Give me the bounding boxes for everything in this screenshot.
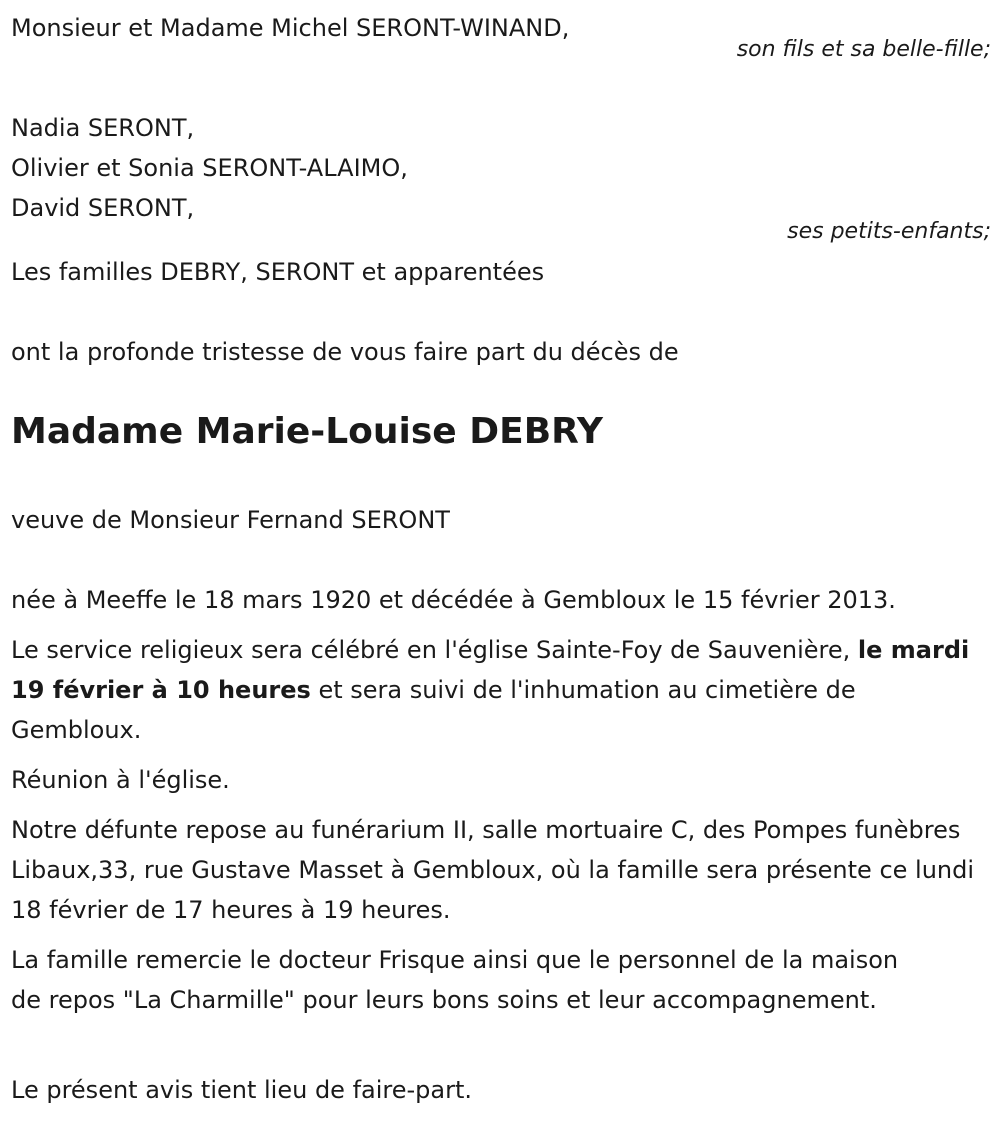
repose-paragraph: Notre défunte repose au funérarium II, salle mortuaire C, des Pompes funèbres Libaux,33, rue Gustave Masset à Gembloux, où la famille sera présente ce lundi 18 février de 17 heures à 19 heures. [11, 816, 975, 924]
service-text-before: Le service religieux sera célébré en l'église Sainte-Foy de Sauvenière, [11, 636, 858, 664]
widow-of: veuve de Monsieur Fernand SERONT [11, 506, 450, 534]
birth-death: née à Meeffe le 18 mars 1920 et décédée à Gembloux le 15 février 2013. [11, 586, 896, 614]
thanks-paragraph: La famille remercie le docteur Frisque ainsi que le personnel de la maison de repos "La Charmille" pour leurs bons soins et leur accompagnement. [11, 946, 899, 1014]
announcement: ont la profonde tristesse de vous faire part du décès de [11, 338, 679, 366]
grandchild-3: David SERONT, [11, 194, 195, 222]
grandchildren-role: ses petits-enfants; [787, 219, 991, 244]
meeting: Réunion à l'église. [11, 766, 230, 794]
service-date-time: le mardi 19 février à 10 heures [11, 636, 970, 704]
son-role: son fils et sa belle-fille; [736, 37, 991, 62]
service-text-after: et sera suivi de l'inhumation au cimetière de Gembloux. [11, 676, 856, 744]
families-line: Les familles DEBRY, SERONT et apparentées [11, 258, 545, 286]
son-line: Monsieur et Madame Michel SERONT-WINAND, [11, 14, 570, 42]
service-paragraph [11, 630, 976, 750]
grandchild-1: Nadia SERONT, [11, 114, 195, 142]
closing: Le présent avis tient lieu de faire-part. [11, 1076, 473, 1104]
grandchild-2: Olivier et Sonia SERONT-ALAIMO, [11, 154, 408, 182]
deceased-name: Madame Marie-Louise DEBRY [11, 411, 603, 452]
